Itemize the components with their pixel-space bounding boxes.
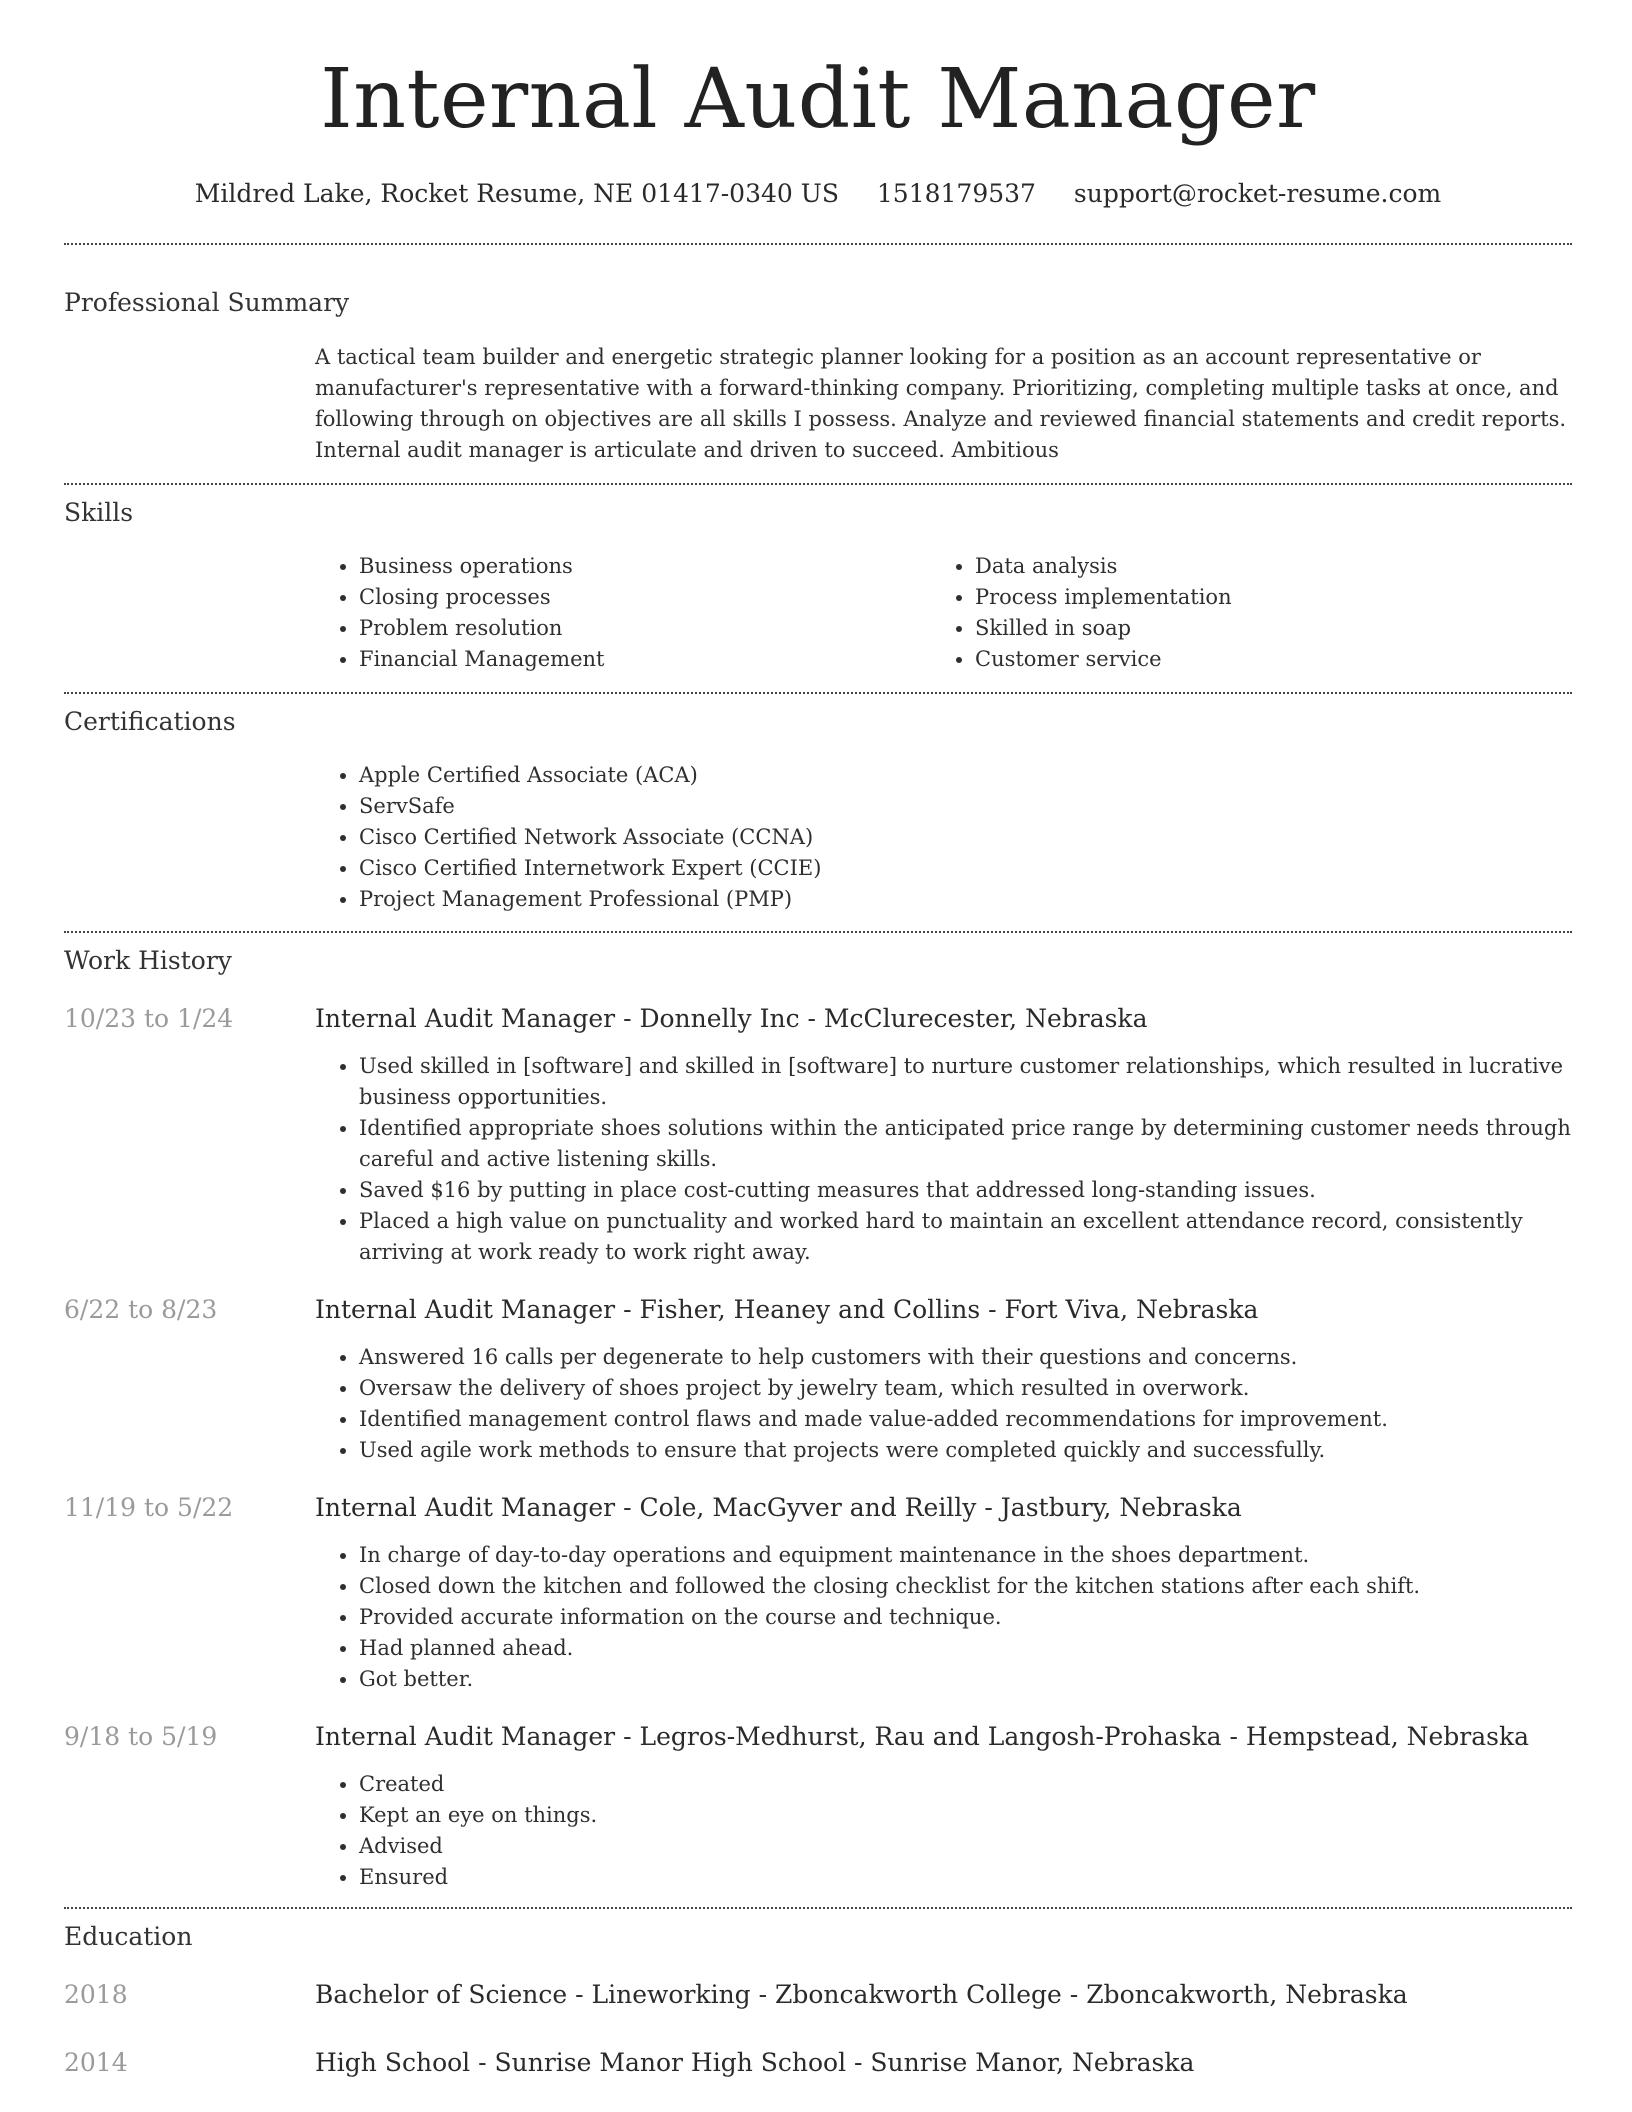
summary-text: A tactical team builder and energetic strategic planner looking for a position as an account representative or manufacturer's representative with a forward-thinking company. Prioritizing, completing multiple tasks at once, and following through on objectives are all skills I possess. Analyze and reviewed financial statements and credit reports. Internal audit manager is articulate and driven to succeed. Ambitious: [315, 345, 1567, 462]
job-date: 6/22 to 8/23: [64, 1295, 218, 1324]
section-title-summary: Professional Summary: [64, 288, 350, 317]
education-title: Bachelor of Science - Lineworking - Zboncakworth College - Zboncakworth, Nebraska: [315, 1980, 1408, 2009]
job-bullet: • Closed down the kitchen and followed the closing checklist for the kitchen stations after each shift.: [359, 1571, 1572, 1602]
job-title: Internal Audit Manager - Cole, MacGyver and Reilly - Jastbury, Nebraska: [315, 1493, 1242, 1522]
divider: [64, 243, 1572, 245]
section-title-work-history: Work History: [64, 946, 232, 975]
job-entry: [64, 1492, 1572, 1695]
section-title-certifications: Certifications: [64, 707, 236, 736]
job-title: Internal Audit Manager - Donnelly Inc - McClurecester, Nebraska: [315, 1004, 1148, 1033]
education-date: 2014: [64, 2048, 128, 2077]
job-bullet: • Oversaw the delivery of shoes project by jewelry team, which resulted in overwork.: [359, 1373, 1572, 1404]
divider: [64, 483, 1572, 485]
job-entry: [64, 1294, 1572, 1466]
job-entry: [64, 1721, 1572, 1893]
job-title: Internal Audit Manager - Legros-Medhurst, Rau and Langosh-Prohaska - Hempstead, Nebraska: [315, 1722, 1530, 1751]
education-date: 2018: [64, 1980, 128, 2009]
section-title-education: Education: [64, 1922, 193, 1951]
job-date: 11/19 to 5/22: [64, 1493, 234, 1522]
skill-item: • Closing processes: [359, 582, 931, 613]
job-bullet: • Got better.: [359, 1664, 1572, 1695]
education-entry: [64, 1979, 1572, 2011]
skill-item: • Skilled in soap: [975, 613, 1547, 644]
job-bullet: • In charge of day-to-day operations and equipment maintenance in the shoes department.: [359, 1540, 1572, 1571]
job-bullet: • Placed a high value on punctuality and worked hard to maintain an excellent attendance record, consistently arriving at work ready to work right away.: [359, 1206, 1572, 1268]
job-bullet: • Used agile work methods to ensure that projects were completed quickly and successfully.: [359, 1435, 1572, 1466]
skills-grid: [315, 551, 1572, 675]
contact-address: Mildred Lake, Rocket Resume, NE 01417-0340 US: [194, 179, 839, 208]
education-title: High School - Sunrise Manor High School - Sunrise Manor, Nebraska: [315, 2048, 1195, 2077]
skill-item: • Financial Management: [359, 644, 931, 675]
skill-item: • Data analysis: [975, 551, 1547, 582]
resume-page: [64, 0, 1572, 2079]
skill-item: • Process implementation: [975, 582, 1547, 613]
job-entry: [64, 1003, 1572, 1268]
job-title: Internal Audit Manager - Fisher, Heaney and Collins - Fort Viva, Nebraska: [315, 1295, 1259, 1324]
job-bullet: • Identified appropriate shoes solutions within the anticipated price range by determining customer needs through careful and active listening skills.: [359, 1113, 1572, 1175]
job-bullet: • Kept an eye on things.: [359, 1800, 1572, 1831]
job-bullet: • Ensured: [359, 1862, 1572, 1893]
contact-email: support@rocket-resume.com: [1073, 179, 1442, 208]
job-date: 9/18 to 5/19: [64, 1722, 218, 1751]
job-bullet: • Created: [359, 1769, 1572, 1800]
skill-item: • Customer service: [975, 644, 1547, 675]
certification-item: • Cisco Certified Internetwork Expert (CCIE): [359, 853, 1572, 884]
certification-item: • Project Management Professional (PMP): [359, 884, 1572, 915]
job-bullet: • Used skilled in [software] and skilled in [software] to nurture customer relationships, which resulted in lucrative business opportunities.: [359, 1051, 1572, 1113]
certifications-list: [315, 760, 1572, 915]
contact-phone: 1518179537: [876, 179, 1036, 208]
job-bullet: • Advised: [359, 1831, 1572, 1862]
job-bullet: • Saved $16 by putting in place cost-cutting measures that addressed long-standing issues.: [359, 1175, 1572, 1206]
skills-column-left: [315, 551, 931, 675]
divider: [64, 931, 1572, 933]
certification-item: • Apple Certified Associate (ACA): [359, 760, 1572, 791]
certification-item: • Cisco Certified Network Associate (CCNA): [359, 822, 1572, 853]
divider: [64, 1907, 1572, 1909]
skill-item: • Problem resolution: [359, 613, 931, 644]
divider: [64, 692, 1572, 694]
job-date: 10/23 to 1/24: [64, 1004, 234, 1033]
certification-item: • ServSafe: [359, 791, 1572, 822]
education-entry: [64, 2047, 1572, 2079]
job-bullet: • Had planned ahead.: [359, 1633, 1572, 1664]
skills-column-right: [931, 551, 1547, 675]
job-bullet: • Provided accurate information on the course and technique.: [359, 1602, 1572, 1633]
resume-name: Internal Audit Manager: [320, 52, 1316, 147]
contact-line: [64, 178, 1572, 210]
section-title-skills: Skills: [64, 498, 134, 527]
job-bullet: • Identified management control flaws and made value-added recommendations for improvement.: [359, 1404, 1572, 1435]
job-bullet: • Answered 16 calls per degenerate to help customers with their questions and concerns.: [359, 1342, 1572, 1373]
skill-item: • Business operations: [359, 551, 931, 582]
